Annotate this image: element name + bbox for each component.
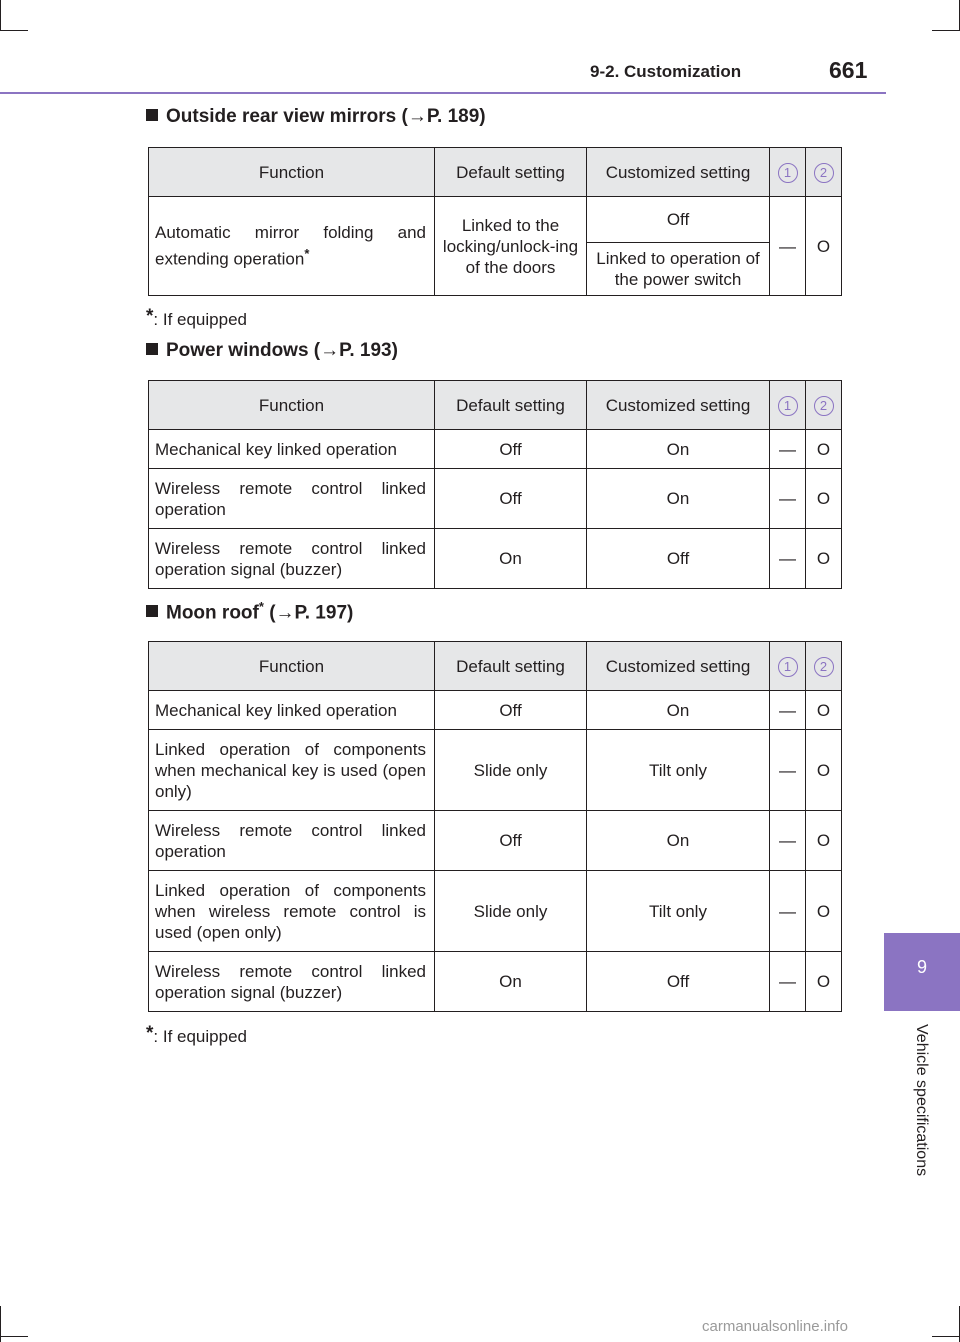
mark-cell-2: O (806, 529, 842, 589)
asterisk-mark: * (146, 1023, 154, 1044)
function-cell: Automatic mirror folding and extending operation* (149, 197, 435, 296)
header-rule (0, 92, 886, 94)
mark-cell-2: O (806, 871, 842, 952)
mark-cell-2: O (806, 691, 842, 730)
circled-number-2: 2 (814, 396, 834, 416)
chapter-number: 9 (916, 957, 927, 977)
default-cell: Slide only (435, 730, 587, 811)
chapter-tab[interactable] (884, 933, 960, 1011)
square-bullet-icon (146, 343, 158, 355)
circled-number-1: 1 (778, 657, 798, 677)
table-header-row (149, 642, 842, 691)
mark-cell-2: O (806, 469, 842, 529)
page-number: 661 (829, 57, 868, 83)
mark-cell-1: — (770, 469, 806, 529)
function-cell: Wireless remote control linked operation (149, 811, 435, 871)
mirrors-heading (146, 106, 486, 128)
table-row (149, 197, 842, 243)
col-customized: Customized setting (587, 642, 770, 691)
default-cell: Off (435, 469, 587, 529)
custom-cell: Off (587, 529, 770, 589)
asterisk-mark: * (258, 599, 264, 614)
custom-cell: Tilt only (587, 730, 770, 811)
col-1 (770, 381, 806, 430)
crop-mark (932, 1336, 960, 1337)
footnote: *: If equipped (146, 1023, 247, 1046)
table-row (149, 730, 842, 811)
mirrors-heading-text: Outside rear view mirrors (→P. 189) (166, 106, 486, 127)
asterisk-mark: * (146, 306, 154, 327)
mark-cell-1: — (770, 529, 806, 589)
windows-heading-text: Power windows (→P. 193) (166, 340, 398, 361)
table-row (149, 811, 842, 871)
page-header (0, 0, 960, 96)
custom-cell: Linked to operation of the power switch (587, 243, 770, 296)
custom-cell: On (587, 469, 770, 529)
default-cell: Linked to the locking/unlock-ing of the doors (435, 197, 587, 296)
function-cell: Mechanical key linked operation (149, 430, 435, 469)
custom-cell: Tilt only (587, 871, 770, 952)
square-bullet-icon (146, 605, 158, 617)
mark-cell-1: — (770, 730, 806, 811)
mark-cell-1: — (770, 952, 806, 1012)
mark-cell-1: — (770, 811, 806, 871)
default-cell: On (435, 952, 587, 1012)
moonroof-heading-main: Moon roof (166, 602, 259, 624)
square-bullet-icon (146, 109, 158, 121)
col-customized: Customized setting (587, 148, 770, 197)
mark-cell-1: — (770, 871, 806, 952)
function-cell: Linked operation of components when wireless remote control is used (open only) (149, 871, 435, 952)
col-function: Function (149, 642, 435, 691)
table-header-row (149, 148, 842, 197)
mark-cell-2: O (806, 952, 842, 1012)
col-1 (770, 148, 806, 197)
moonroof-table (148, 641, 842, 1012)
col-2 (806, 148, 842, 197)
section-title: 9-2. Customization (590, 62, 742, 81)
col-default: Default setting (435, 642, 587, 691)
table-header-row (149, 381, 842, 430)
circled-number-2: 2 (814, 657, 834, 677)
mark-cell-1: — (770, 691, 806, 730)
col-function: Function (149, 148, 435, 197)
col-default: Default setting (435, 148, 587, 197)
circled-number-1: 1 (778, 163, 798, 183)
function-cell: Linked operation of components when mechanical key is used (open only) (149, 730, 435, 811)
chapter-label-text: Vehicle specifications (913, 1024, 930, 1177)
col-customized: Customized setting (587, 381, 770, 430)
watermark: carmanualsonline.info (702, 1318, 848, 1335)
function-cell: Wireless remote control linked operation signal (buzzer) (149, 952, 435, 1012)
mark-cell-2: O (806, 197, 842, 296)
windows-heading (146, 340, 398, 362)
col-1 (770, 642, 806, 691)
mark-cell-2: O (806, 730, 842, 811)
moonroof-heading-ref: (→P. 197) (263, 602, 354, 624)
mark-cell-1: — (770, 197, 806, 296)
mark-cell-1: — (770, 430, 806, 469)
chapter-label (906, 1024, 936, 1214)
custom-cell: On (587, 691, 770, 730)
default-cell: Off (435, 430, 587, 469)
footnote: *: If equipped (146, 306, 247, 329)
function-cell: Wireless remote control linked operation (149, 469, 435, 529)
table-row (149, 430, 842, 469)
custom-cell: On (587, 811, 770, 871)
col-function: Function (149, 381, 435, 430)
circled-number-2: 2 (814, 163, 834, 183)
mark-cell-2: O (806, 430, 842, 469)
moonroof-heading (146, 599, 353, 624)
table-row (149, 871, 842, 952)
custom-cell: Off (587, 197, 770, 243)
table-row (149, 952, 842, 1012)
col-default: Default setting (435, 381, 587, 430)
default-cell: On (435, 529, 587, 589)
default-cell: Off (435, 691, 587, 730)
default-cell: Off (435, 811, 587, 871)
custom-cell: Off (587, 952, 770, 1012)
col-2 (806, 381, 842, 430)
mirrors-table (148, 147, 842, 296)
col-2 (806, 642, 842, 691)
table-row (149, 691, 842, 730)
custom-cell: On (587, 430, 770, 469)
table-row (149, 469, 842, 529)
asterisk-mark: * (304, 246, 310, 262)
mark-cell-2: O (806, 811, 842, 871)
circled-number-1: 1 (778, 396, 798, 416)
crop-mark (0, 1336, 28, 1337)
default-cell: Slide only (435, 871, 587, 952)
windows-table (148, 380, 842, 589)
table-row (149, 529, 842, 589)
function-cell: Mechanical key linked operation (149, 691, 435, 730)
function-cell: Wireless remote control linked operation signal (buzzer) (149, 529, 435, 589)
